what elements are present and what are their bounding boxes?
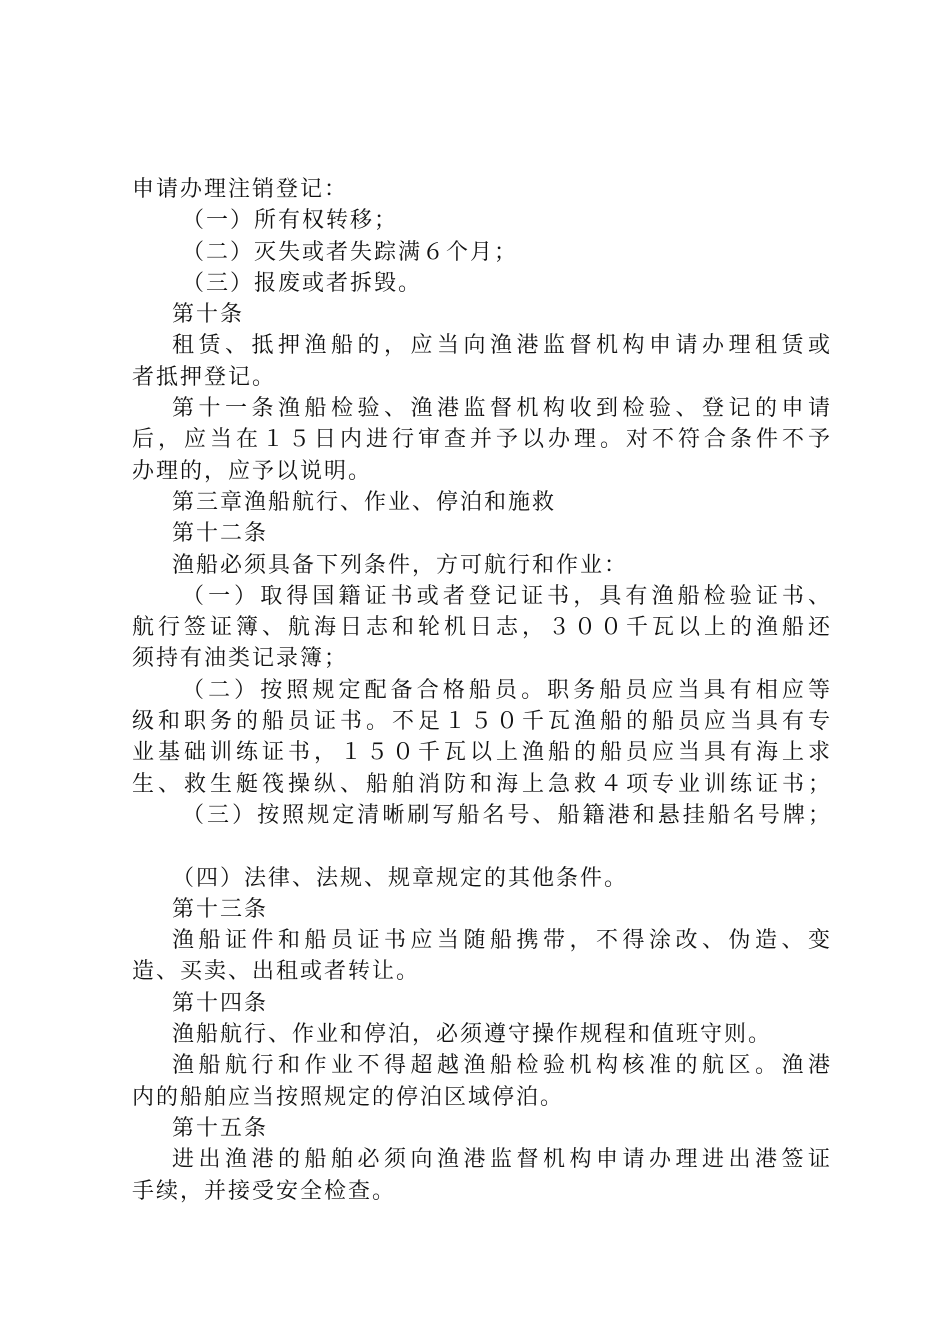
text-line: 渔船证件和船员证书应当随船携带，不得涂改、伪造、变 [172, 928, 832, 954]
article-heading: 第十五条 [172, 1115, 269, 1141]
text-line: 进出渔港的船舶必须向渔港监督机构申请办理进出港签证 [172, 1147, 832, 1173]
text-line: 渔船航行和作业不得超越渔船检验机构核准的航区。渔港 [172, 1053, 832, 1079]
text-line: 内的船舶应当按照规定的停泊区域停泊。 [132, 1084, 565, 1110]
text-line: （一）所有权转移； [182, 208, 399, 234]
chapter-heading: 第三章渔船航行、作业、停泊和施救 [172, 489, 557, 515]
text-line: 造、买卖、出租或者转让。 [132, 959, 421, 985]
text-line: 生、救生艇筏操纵、船舶消防和海上急救４项专业训练证书； [132, 771, 832, 797]
text-line: （二）按照规定配备合格船员。职务船员应当具有相应等 [182, 677, 832, 703]
text-line: 渔船必须具备下列条件，方可航行和作业： [172, 552, 629, 578]
document-body [132, 174, 832, 1207]
text-line: （三）按照规定清晰刷写船名号、船籍港和悬挂船名号牌； [182, 802, 832, 828]
text-line: 者抵押登记。 [132, 364, 277, 390]
text-line: 手续，并接受安全检查。 [132, 1178, 397, 1204]
text-line: 申请办理注销登记： [132, 177, 349, 202]
text-line: （四）法律、法规、规章规定的其他条件。 [172, 865, 629, 891]
text-line: 渔船航行、作业和停泊，必须遵守操作规程和值班守则。 [172, 1022, 773, 1048]
text-line: 航行签证簿、航海日志和轮机日志，３００千瓦以上的渔船还 [132, 615, 832, 641]
article-heading: 第十四条 [172, 990, 269, 1016]
article-heading: 第十二条 [172, 521, 269, 547]
text-line: （一）取得国籍证书或者登记证书，具有渔船检验证书、 [182, 583, 832, 609]
text-line: （三）报废或者拆毁。 [182, 270, 423, 296]
article-heading: 第十三条 [172, 896, 269, 922]
text-line: （二）灭失或者失踪满６个月； [182, 239, 519, 265]
article-heading: 第十条 [172, 302, 245, 328]
text-line: 级和职务的船员证书。不足１５０千瓦渔船的船员应当具有专 [132, 709, 832, 735]
text-line: 须持有油类记录簿； [132, 646, 349, 672]
text-line: 业基础训练证书，１５０千瓦以上渔船的船员应当具有海上求 [132, 740, 832, 766]
text-line: 后，应当在１５日内进行审查并予以办理。对不符合条件不予 [132, 427, 832, 453]
blank-line [132, 831, 832, 862]
text-line: 租赁、抵押渔船的，应当向渔港监督机构申请办理租赁或 [172, 333, 832, 359]
text-line: 办理的，应予以说明。 [132, 458, 373, 484]
text-line: 第十一条渔船检验、渔港监督机构收到检验、登记的申请 [172, 396, 832, 422]
